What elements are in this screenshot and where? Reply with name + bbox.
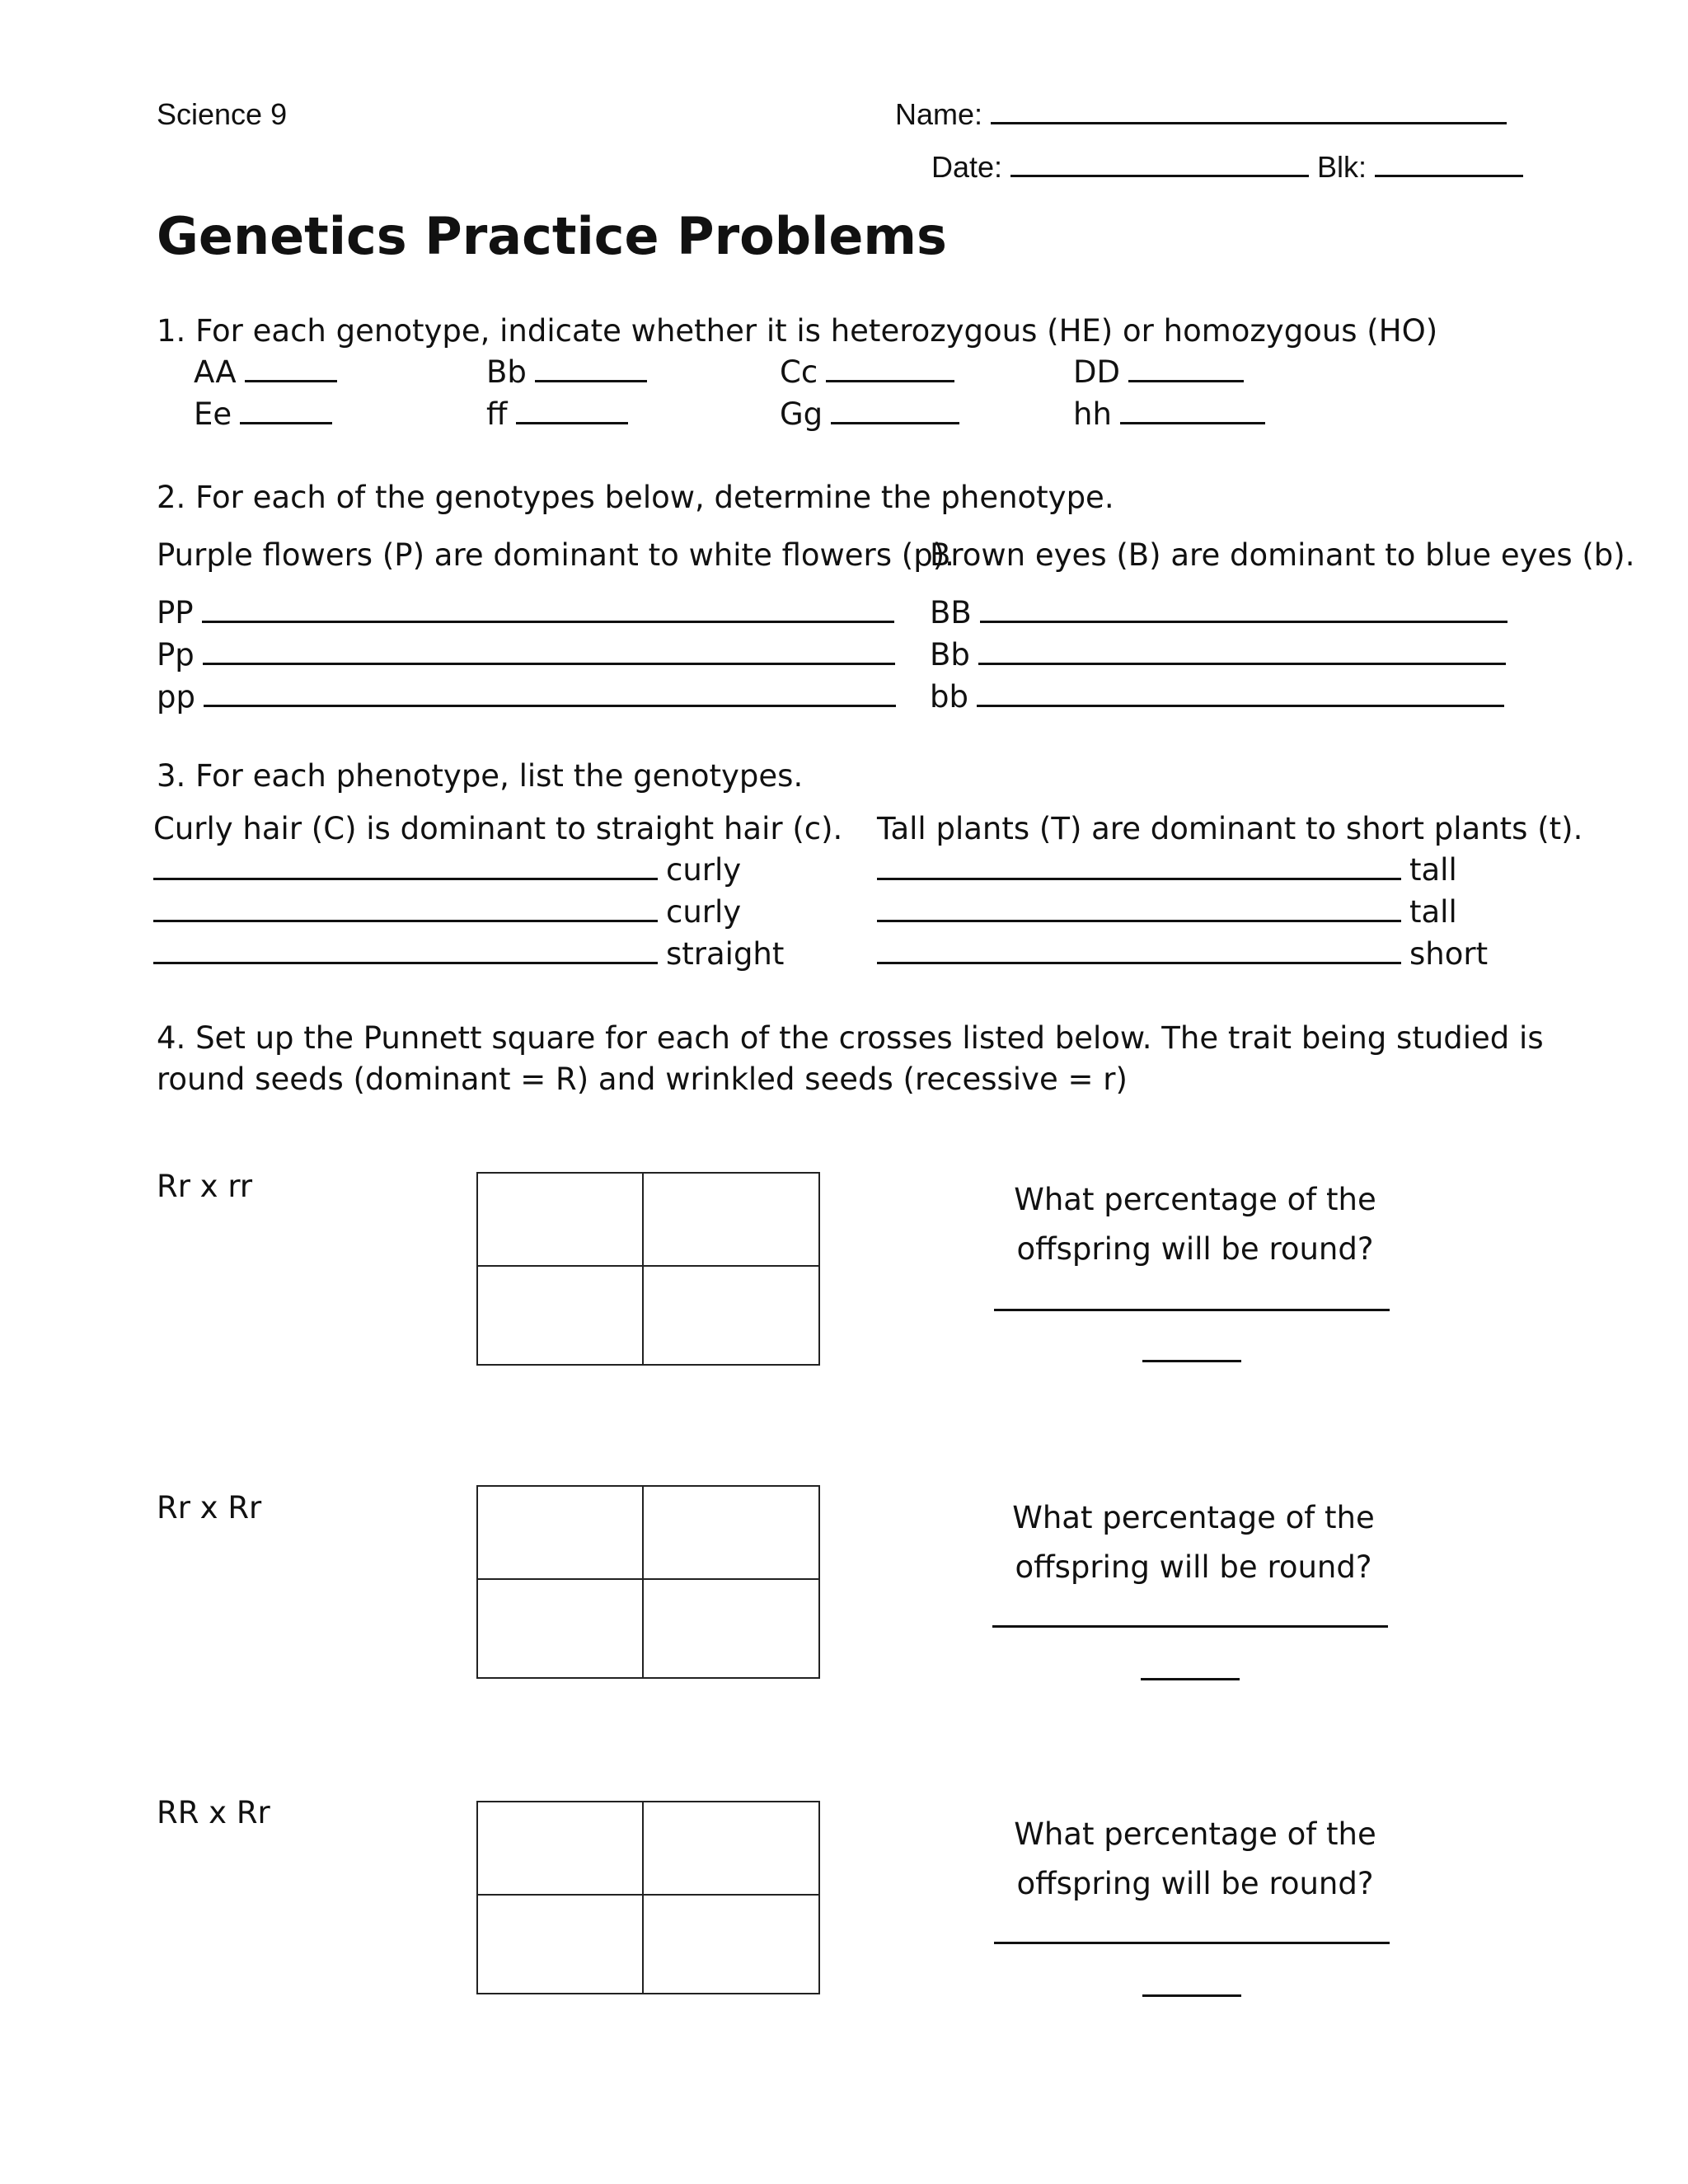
q2-left-item: pp: [157, 679, 896, 715]
q3-right-item: short: [877, 936, 1488, 972]
answer-blank[interactable]: [831, 422, 959, 424]
answer-blank[interactable]: [1128, 380, 1244, 382]
q1-prompt: 1. For each genotype, indicate whether it is heterozygous (HE) or homozygous (HO): [157, 313, 1438, 349]
q1-item: Gg: [780, 396, 959, 432]
answer-blank[interactable]: [978, 663, 1506, 665]
answer-blank[interactable]: [877, 878, 1401, 880]
blk-field[interactable]: [1317, 150, 1523, 185]
answer-blank[interactable]: [994, 1309, 1390, 1311]
answer-blank[interactable]: [977, 705, 1504, 707]
q3-prompt: 3. For each phenotype, list the genotypes.: [157, 758, 804, 794]
date-label: Date:: [931, 150, 1003, 184]
q1-item: Cc: [780, 354, 954, 390]
q3-right-item: tall: [877, 852, 1457, 888]
q2-right-item: bb: [930, 679, 1504, 715]
answer-blank[interactable]: [877, 920, 1401, 922]
punnett-square[interactable]: [476, 1172, 820, 1366]
answer-blank[interactable]: [1142, 1994, 1241, 1997]
q1-item: Ee: [194, 396, 332, 432]
q4-prompt-line2: round seeds (dominant = R) and wrinkled seeds (recessive = r): [157, 1062, 1128, 1097]
answer-blank[interactable]: [153, 962, 658, 964]
blk-label: Blk:: [1317, 150, 1367, 184]
date-field[interactable]: [931, 150, 1309, 185]
q3-left-item: curly: [153, 852, 741, 888]
punnett-square[interactable]: [476, 1485, 820, 1679]
answer-blank[interactable]: [1120, 422, 1265, 424]
q1-item: AA: [194, 354, 337, 390]
q3-left-item: straight: [153, 936, 784, 972]
name-blank[interactable]: [991, 122, 1507, 124]
answer-blank[interactable]: [877, 962, 1401, 964]
q2-prompt: 2. For each of the genotypes below, determine the phenotype.: [157, 480, 1114, 515]
q2-right-item: Bb: [930, 637, 1506, 673]
q2-right-item: BB: [930, 595, 1507, 630]
answer-blank[interactable]: [153, 878, 658, 880]
answer-blank[interactable]: [153, 920, 658, 922]
q2-right-intro: Brown eyes (B) are dominant to blue eyes (b).: [930, 537, 1635, 573]
cross-label: RR x Rr: [157, 1795, 270, 1830]
q1-item: Bb: [486, 354, 647, 390]
answer-blank[interactable]: [826, 380, 954, 382]
answer-blank[interactable]: [1141, 1678, 1240, 1680]
answer-blank[interactable]: [202, 621, 894, 623]
q2-left-intro: Purple flowers (P) are dominant to white flowers (p).: [157, 537, 954, 573]
answer-blank[interactable]: [516, 422, 628, 424]
name-label: Name:: [895, 97, 983, 131]
answer-blank[interactable]: [994, 1942, 1390, 1944]
answer-blank[interactable]: [992, 1625, 1388, 1628]
q2-left-item: PP: [157, 595, 894, 630]
q2-left-item: Pp: [157, 637, 895, 673]
answer-blank[interactable]: [204, 705, 896, 707]
q3-left-item: curly: [153, 894, 741, 930]
page-title: Genetics Practice Problems: [157, 206, 947, 266]
q1-item: ff: [486, 396, 628, 432]
answer-blank[interactable]: [245, 380, 337, 382]
q4-prompt-line1: 4. Set up the Punnett square for each of the crosses listed below. The trait being studied is: [157, 1020, 1544, 1056]
answer-blank[interactable]: [240, 422, 332, 424]
date-blank[interactable]: [1010, 175, 1309, 177]
punnett-square[interactable]: [476, 1801, 820, 1994]
q1-item: DD: [1073, 354, 1244, 390]
name-field[interactable]: [895, 97, 1507, 132]
round-question: What percentage of the offspring will be round?: [1012, 1500, 1375, 1585]
q3-left-intro: Curly hair (C) is dominant to straight hair (c).: [153, 811, 843, 846]
q1-item: hh: [1073, 396, 1265, 432]
q3-right-intro: Tall plants (T) are dominant to short plants (t).: [877, 811, 1583, 846]
answer-blank[interactable]: [980, 621, 1507, 623]
round-question: What percentage of the offspring will be round?: [1014, 1816, 1376, 1901]
course-label: Science 9: [157, 97, 288, 131]
cross-label: Rr x Rr: [157, 1490, 262, 1526]
answer-blank[interactable]: [535, 380, 647, 382]
answer-blank[interactable]: [1142, 1360, 1241, 1362]
blk-blank[interactable]: [1375, 175, 1523, 177]
q3-right-item: tall: [877, 894, 1457, 930]
round-question: What percentage of the offspring will be round?: [1014, 1182, 1376, 1267]
answer-blank[interactable]: [203, 663, 895, 665]
cross-label: Rr x rr: [157, 1169, 253, 1204]
